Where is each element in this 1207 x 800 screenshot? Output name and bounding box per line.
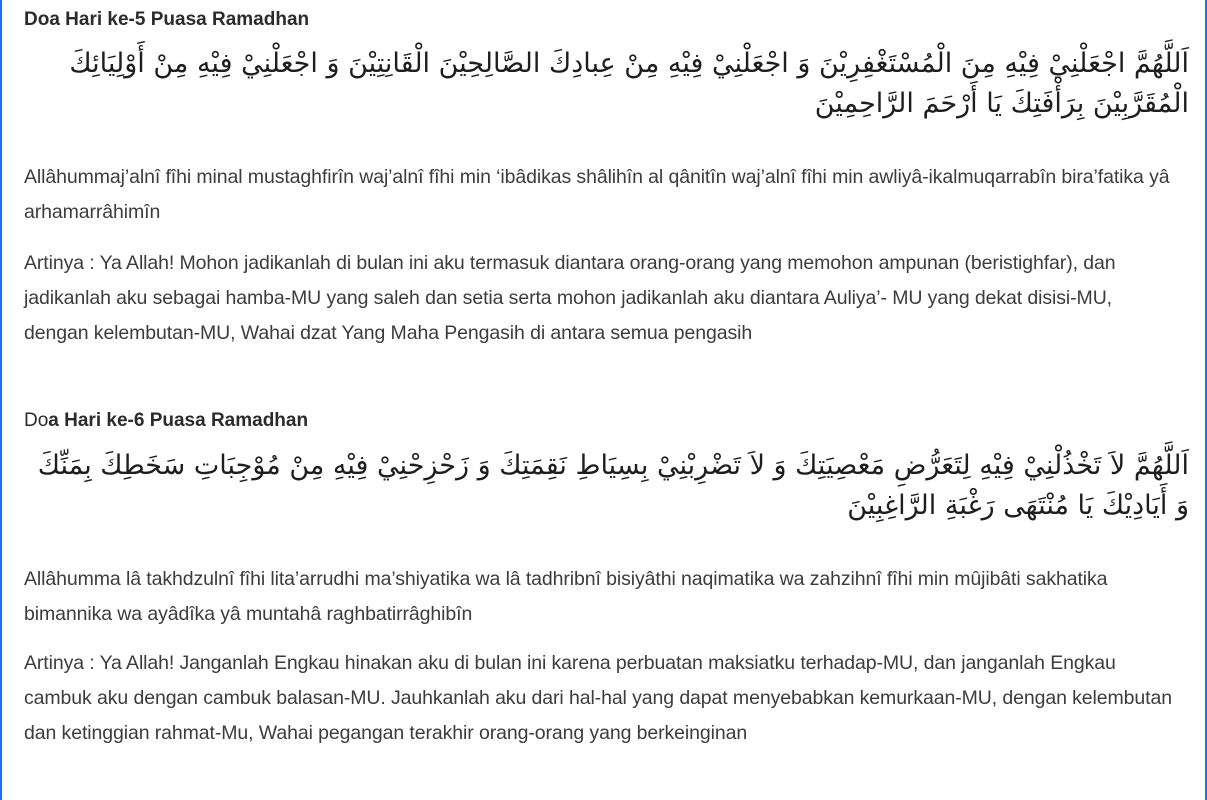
- heading-bold-part: a Hari ke-6 Puasa Ramadhan: [48, 410, 309, 431]
- arabic-prayer-day-5: اَللَّهُمَّ اجْعَلْنِيْ فِيْهِ مِنَ الْمُسْتَغْفِرِيْنَ وَ اجْعَلْنِيْ فِيْهِ مِنْ عِبادِكَ الصَّالِحِيْنَ الْقَانِتِيْنَ وَ اجْعَلْنِيْ فِيْهِ مِنْ أَوْلِيَائِكَ الْمُقَرَّبِيْنَ بِرَأْفَتِكَ يَا أَرْحَمَ الرَّاحِمِيْنَ: [69, 48, 1189, 119]
- transliteration-day-5: Allâhummaj’alnî fîhi minal mustaghfirîn waj’alnî fîhi min ‘ibâdikas shâlihîn al qânitîn waj’alnî fîhi min awliyâ-ikalmuqarrabîn bira’fatika yâ arhamarrâhimîn: [24, 166, 1170, 223]
- transliteration-day-6: Allâhumma lâ takhdzulnî fîhi lita’arrudhi ma’shiyatika wa lâ tadhribnî bisiyâthi naqimatika wa zahzihnî fîhi min mûjibâti sakhatika bimannika wa ayâdîka yâ muntahâ raghbatirrâghibîn: [24, 568, 1108, 625]
- section-heading-day-5: [24, 7, 309, 33]
- translation-day-5: Artinya : Ya Allah! Mohon jadikanlah di bulan ini aku termasuk diantara orang-orang yang memohon ampunan (beristighfar), dan jadikanlah aku sebagai hamba-MU yang saleh dan setia serta mohon jadikanlah aku diantara Auliya’- MU yang dekat disisi-MU, dengan kelembutan-MU, Wahai dzat Yang Maha Pengasih di antara semua pengasih: [24, 252, 1116, 344]
- translation-day-6: Artinya : Ya Allah! Janganlah Engkau hinakan aku di bulan ini karena perbuatan maksiatku terhadap-MU, dan janganlah Engkau cambuk aku dengan cambuk balasan-MU. Jauhkanlah aku dari hal-hal yang dapat menyebabkan kemurkaan-MU, dengan kelembutan dan ketinggian rahmat-Mu, Wahai pegangan terakhir orang-orang yang berkeinginan: [24, 652, 1172, 744]
- section-heading-day-6: [24, 408, 308, 434]
- heading-bold-part: Doa Hari ke-5 Puasa Ramadhan: [24, 9, 310, 30]
- heading-regular-part: Do: [24, 410, 49, 431]
- arabic-prayer-day-6: اَللَّهُمَّ لاَ تَخْذُلْنِيْ فِيْهِ لِتَعَرُّضِ مَعْصِيَتِكَ وَ لاَ تَضْرِبْنِيْ بِسِيَاطِ نَقِمَتِكَ وَ زَحْزِحْنِيْ فِيْهِ مِنْ مُوْجِبَاتِ سَخَطِكَ بِمَنِّكَ وَ أَيَادِيْكَ يَا مُنْتَهَى رَغْبَةِ الرَّاغِبِيْنَ: [37, 450, 1189, 521]
